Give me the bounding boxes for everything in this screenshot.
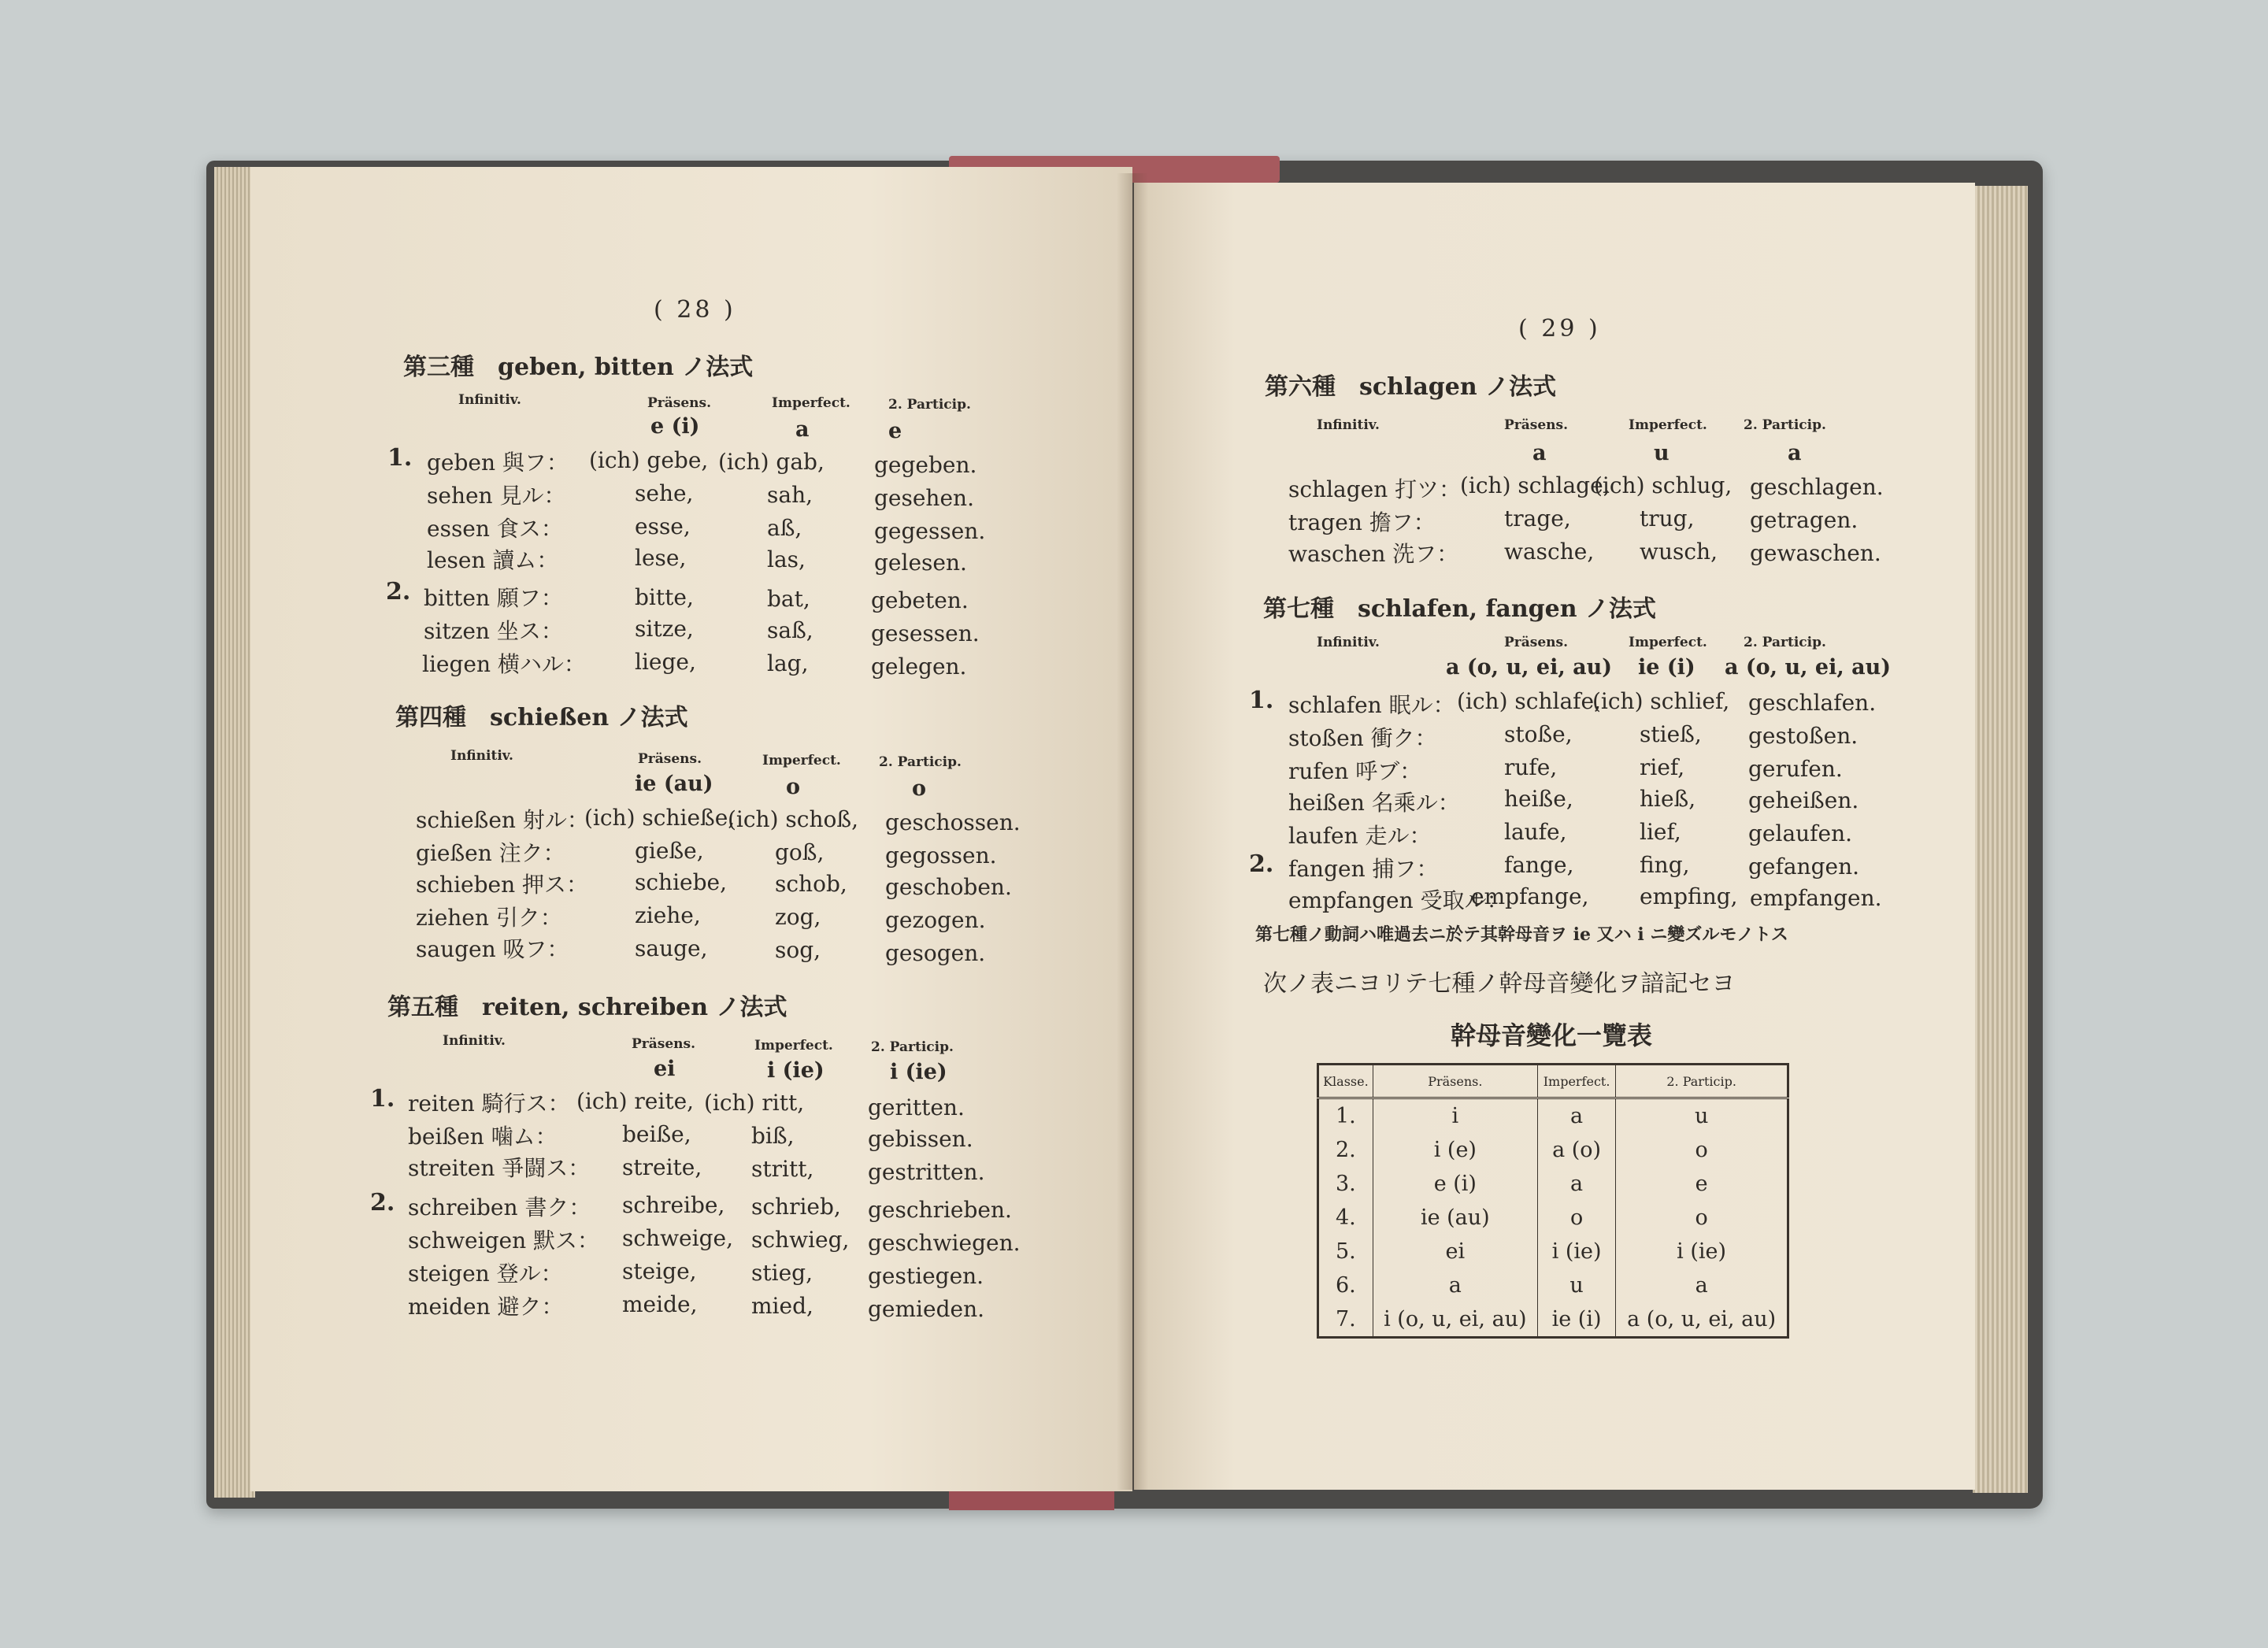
table-header: 2. Particip.: [1616, 1065, 1788, 1098]
table-cell: ie (i): [1537, 1302, 1615, 1338]
particip-cell: geschossen.: [885, 809, 1021, 835]
praesens-cell: (ich) schieße,: [584, 805, 736, 831]
table-instruction: 次ノ表ニヨリテ七種ノ幹母音變化ヲ諳記セヨ: [1263, 970, 1736, 998]
infinitive-cell: schlafen 眠ル：: [1288, 692, 1455, 718]
infinitive-cell: beißen 噛ム：: [408, 1124, 558, 1150]
infinitive-cell: rufen 呼ブ：: [1288, 758, 1422, 784]
particip-cell: geschrieben.: [868, 1197, 1012, 1223]
particip-cell: gesehen.: [874, 485, 974, 511]
table-cell: 5.: [1318, 1235, 1373, 1268]
header-praesens: Präsens.: [1504, 417, 1568, 433]
infinitive-cell: steigen 登ル：: [408, 1261, 563, 1287]
imperfect-cell: schrieb,: [751, 1194, 841, 1220]
row-number: 1.: [1249, 687, 1274, 714]
infinitive-cell: schießen 射ル：: [416, 807, 589, 833]
table-row: [1318, 1201, 1788, 1235]
table-row: [1318, 1268, 1788, 1302]
imperfect-cell: stieß,: [1640, 721, 1702, 747]
table-cell: e: [1616, 1167, 1788, 1201]
particip-cell: gebeten.: [871, 587, 969, 613]
praesens-cell: wasche,: [1504, 539, 1595, 565]
table-cell: i: [1373, 1098, 1537, 1134]
infinitive-cell: sitzen 坐ス：: [424, 618, 563, 644]
infinitive-cell: waschen 洗フ：: [1288, 541, 1459, 567]
imperfect-cell: (ich) schlug,: [1594, 472, 1732, 498]
table-cell: o: [1616, 1201, 1788, 1235]
table-row: [1318, 1302, 1788, 1338]
imperfect-cell: (ich) ritt,: [704, 1090, 805, 1116]
imperfect-cell: wusch,: [1640, 539, 1718, 565]
table-cell: 2.: [1318, 1133, 1373, 1167]
section-title-7: 第七種 schlafen, fangen ノ法式: [1263, 595, 1656, 623]
praesens-cell: rufe,: [1504, 754, 1558, 780]
imperfect-cell: empfing,: [1640, 883, 1738, 909]
vowel-praesens: ei: [654, 1057, 676, 1081]
table-header: Imperfect.: [1537, 1065, 1615, 1098]
row-number: 2.: [1249, 850, 1274, 878]
imperfect-cell: schwieg,: [751, 1227, 850, 1253]
left-page-number: ( 28 ): [654, 296, 736, 324]
table-header: Präsens.: [1373, 1065, 1537, 1098]
praesens-cell: (ich) reite,: [576, 1088, 695, 1114]
table-cell: u: [1616, 1098, 1788, 1134]
table-cell: o: [1616, 1133, 1788, 1167]
vowel-praesens: a (o, u, ei, au): [1446, 655, 1613, 680]
praesens-cell: sauge,: [635, 935, 708, 961]
book-gutter: [1117, 173, 1148, 1490]
header-imperfect: Imperfect.: [754, 1038, 833, 1054]
praesens-cell: liege,: [635, 649, 696, 675]
praesens-cell: streite,: [622, 1154, 702, 1180]
infinitive-cell: bitten 願フ：: [424, 585, 563, 611]
right-page-edges: [1973, 186, 2028, 1493]
imperfect-cell: saß,: [767, 617, 813, 643]
table-cell: 4.: [1318, 1201, 1373, 1235]
imperfect-cell: lief,: [1640, 819, 1681, 845]
vowel-particip: e: [888, 419, 902, 443]
section-title-4: 第四種 schießen ノ法式: [395, 704, 688, 731]
praesens-cell: (ich) schlafe,: [1457, 688, 1601, 714]
header-infinitiv: Infinitiv.: [1317, 635, 1380, 650]
imperfect-cell: fing,: [1640, 852, 1690, 878]
infinitive-cell: lesen 讀ム：: [427, 547, 559, 573]
praesens-cell: sitze,: [635, 616, 694, 642]
particip-cell: gestritten.: [868, 1159, 985, 1185]
header-praesens: Präsens.: [647, 395, 711, 411]
header-praesens: Präsens.: [632, 1036, 695, 1052]
left-page-edges: [214, 167, 255, 1498]
vowel-particip: a: [1788, 441, 1802, 465]
section-7-note: 第七種ノ動詞ハ唯過去ニ於テ其幹母音ヲ ie 又ハ i ニ變ズルモノトス: [1255, 924, 1788, 945]
table-cell: a: [1373, 1268, 1537, 1302]
row-number: 2.: [370, 1189, 395, 1217]
imperfect-cell: sah,: [767, 482, 813, 508]
particip-cell: gelesen.: [874, 550, 967, 576]
imperfect-cell: aß,: [767, 515, 802, 541]
header-imperfect: Imperfect.: [1629, 635, 1707, 650]
imperfect-cell: stritt,: [751, 1156, 814, 1182]
praesens-cell: gieße,: [635, 838, 704, 864]
row-number: 1.: [370, 1085, 395, 1113]
imperfect-cell: hieß,: [1640, 786, 1696, 812]
imperfect-cell: rief,: [1640, 754, 1685, 780]
imperfect-cell: (ich) schoß,: [728, 806, 858, 832]
praesens-cell: schweige,: [622, 1225, 733, 1251]
particip-cell: gesogen.: [885, 940, 986, 966]
imperfect-cell: zog,: [775, 904, 821, 930]
table-header: Klasse.: [1318, 1065, 1373, 1098]
particip-cell: gebissen.: [868, 1126, 973, 1152]
infinitive-cell: streiten 爭闘ス：: [408, 1155, 591, 1181]
particip-cell: gegossen.: [885, 843, 997, 868]
infinitive-cell: saugen 吸フ：: [416, 936, 569, 962]
particip-cell: geschwiegen.: [868, 1230, 1021, 1256]
praesens-cell: sehe,: [635, 480, 694, 506]
section-title-5: 第五種 reiten, schreiben ノ法式: [387, 994, 788, 1021]
infinitive-cell: stoßen 衝ク：: [1288, 725, 1437, 751]
infinitive-cell: reiten 騎行ス：: [408, 1091, 570, 1117]
particip-cell: gesessen.: [871, 620, 980, 646]
particip-cell: gewaschen.: [1750, 540, 1881, 566]
imperfect-cell: stieg,: [751, 1260, 813, 1286]
imperfect-cell: trug,: [1640, 506, 1695, 531]
praesens-cell: schiebe,: [635, 869, 728, 895]
table-cell: i (e): [1373, 1133, 1537, 1167]
vowel-particip: a (o, u, ei, au): [1725, 655, 1892, 680]
infinitive-cell: geben 與フ：: [427, 450, 569, 476]
infinitive-cell: ziehen 引ク：: [416, 905, 562, 931]
particip-cell: gemieden.: [868, 1296, 984, 1322]
table-cell: a: [1537, 1167, 1615, 1201]
header-praesens: Präsens.: [638, 751, 702, 767]
table-row: [1318, 1167, 1788, 1201]
imperfect-cell: schob,: [775, 871, 847, 897]
section-title-6: 第六種 schlagen ノ法式: [1265, 373, 1557, 401]
infinitive-cell: laufen 走ル：: [1288, 823, 1432, 849]
particip-cell: geritten.: [868, 1094, 965, 1120]
table-cell: a: [1616, 1268, 1788, 1302]
infinitive-cell: sehen 見ル：: [427, 483, 566, 509]
praesens-cell: heiße,: [1504, 786, 1573, 812]
table-row: [1318, 1235, 1788, 1268]
row-number: 2.: [386, 578, 411, 606]
praesens-cell: (ich) schlage,: [1460, 472, 1610, 498]
vowel-praesens: ie (au): [635, 772, 713, 796]
infinitive-cell: essen 食ス：: [427, 516, 563, 542]
table-cell: 7.: [1318, 1302, 1373, 1338]
header-imperfect: Imperfect.: [772, 395, 850, 411]
table-cell: o: [1537, 1201, 1615, 1235]
table-cell: i (o, u, ei, au): [1373, 1302, 1537, 1338]
particip-cell: gegeben.: [874, 452, 977, 478]
praesens-cell: meide,: [622, 1291, 698, 1317]
table-row: [1318, 1098, 1788, 1134]
particip-cell: geheißen.: [1748, 787, 1859, 813]
praesens-cell: steige,: [622, 1258, 697, 1284]
vowel-change-table: [1317, 1063, 1789, 1339]
table-cell: a (o): [1537, 1133, 1615, 1167]
infinitive-cell: schweigen 默ス：: [408, 1228, 600, 1254]
table-cell: e (i): [1373, 1167, 1537, 1201]
particip-cell: empfangen.: [1750, 885, 1882, 911]
praesens-cell: (ich) gebe,: [589, 447, 709, 473]
praesens-cell: esse,: [635, 513, 691, 539]
table-cell: ie (au): [1373, 1201, 1537, 1235]
header-imperfect: Imperfect.: [762, 753, 841, 768]
infinitive-cell: schreiben 書ク：: [408, 1194, 591, 1220]
table-cell: 3.: [1318, 1167, 1373, 1201]
header-praesens: Präsens.: [1504, 635, 1568, 650]
infinitive-cell: fangen 捕フ：: [1288, 856, 1439, 882]
particip-cell: gelegen.: [871, 654, 967, 680]
vowel-imperfect: o: [786, 775, 801, 799]
imperfect-cell: sog,: [775, 937, 821, 963]
table-cell: 1.: [1318, 1098, 1373, 1134]
praesens-cell: laufe,: [1504, 819, 1567, 845]
table-cell: i (ie): [1616, 1235, 1788, 1268]
imperfect-cell: goß,: [775, 839, 825, 865]
table-cell: a (o, u, ei, au): [1616, 1302, 1788, 1338]
vowel-particip: i (ie): [890, 1060, 947, 1084]
particip-cell: gezogen.: [885, 907, 986, 933]
vowel-imperfect: u: [1654, 441, 1670, 465]
table-cell: 6.: [1318, 1268, 1373, 1302]
right-page-number: ( 29 ): [1518, 315, 1601, 343]
infinitive-cell: gießen 注ク：: [416, 840, 565, 866]
particip-cell: gefangen.: [1748, 854, 1860, 880]
particip-cell: geschoben.: [885, 874, 1012, 900]
header-particip: 2. Particip.: [1744, 417, 1826, 433]
header-imperfect: Imperfect.: [1629, 417, 1707, 433]
praesens-cell: beiße,: [622, 1121, 691, 1147]
imperfect-cell: mied,: [751, 1293, 813, 1319]
particip-cell: gestiegen.: [868, 1263, 984, 1289]
table-cell: ei: [1373, 1235, 1537, 1268]
praesens-cell: bitte,: [635, 584, 694, 610]
header-infinitiv: Infinitiv.: [443, 1033, 506, 1049]
particip-cell: gestoßen.: [1748, 723, 1858, 749]
infinitive-cell: schieben 押ス：: [416, 872, 589, 898]
infinitive-cell: empfangen 受取ル：: [1288, 887, 1509, 913]
vowel-imperfect: a: [795, 417, 810, 442]
praesens-cell: ziehe,: [635, 902, 701, 928]
particip-cell: gerufen.: [1748, 756, 1843, 782]
particip-cell: geschlafen.: [1748, 690, 1877, 716]
table-cell: i (ie): [1537, 1235, 1615, 1268]
table-row: [1318, 1133, 1788, 1167]
table-title: 幹母音變化一覽表: [1451, 1020, 1653, 1050]
vowel-imperfect: ie (i): [1638, 655, 1695, 680]
imperfect-cell: (ich) gab,: [718, 449, 825, 475]
imperfect-cell: biß,: [751, 1123, 795, 1149]
vowel-praesens: e (i): [650, 414, 700, 439]
header-infinitiv: Infinitiv.: [1317, 417, 1380, 433]
header-particip: 2. Particip.: [1744, 635, 1826, 650]
imperfect-cell: las,: [767, 546, 806, 572]
praesens-cell: schreibe,: [622, 1192, 725, 1218]
imperfect-cell: bat,: [767, 586, 810, 612]
praesens-cell: trage,: [1504, 506, 1571, 531]
header-particip: 2. Particip.: [879, 754, 962, 770]
particip-cell: getragen.: [1750, 507, 1858, 533]
particip-cell: gegessen.: [874, 518, 986, 544]
praesens-cell: fange,: [1504, 852, 1574, 878]
vowel-particip: o: [912, 776, 927, 801]
infinitive-cell: heißen 名乘ル：: [1288, 790, 1460, 816]
particip-cell: geschlagen.: [1750, 474, 1884, 500]
row-number: 1.: [387, 444, 413, 472]
table-header-row: [1318, 1065, 1788, 1098]
vowel-praesens: a: [1532, 441, 1547, 465]
header-particip: 2. Particip.: [888, 397, 971, 413]
infinitive-cell: tragen 擔フ：: [1288, 509, 1436, 535]
praesens-cell: stoße,: [1504, 721, 1573, 747]
header-particip: 2. Particip.: [871, 1039, 954, 1055]
section-title-3: 第三種 geben, bitten ノ法式: [403, 354, 754, 381]
praesens-cell: empfange,: [1471, 883, 1589, 909]
praesens-cell: lese,: [635, 545, 687, 571]
table-cell: a: [1537, 1098, 1615, 1134]
header-infinitiv: Infinitiv.: [458, 392, 521, 408]
particip-cell: gelaufen.: [1748, 820, 1853, 846]
infinitive-cell: schlagen 打ツ：: [1288, 476, 1462, 502]
table-cell: u: [1537, 1268, 1615, 1302]
infinitive-cell: meiden 避ク：: [408, 1294, 564, 1320]
vowel-imperfect: i (ie): [767, 1058, 825, 1083]
infinitive-cell: liegen 横ハル：: [422, 651, 586, 677]
imperfect-cell: lag,: [767, 650, 809, 676]
imperfect-cell: (ich) schlief,: [1592, 688, 1730, 714]
header-infinitiv: Infinitiv.: [450, 748, 513, 764]
